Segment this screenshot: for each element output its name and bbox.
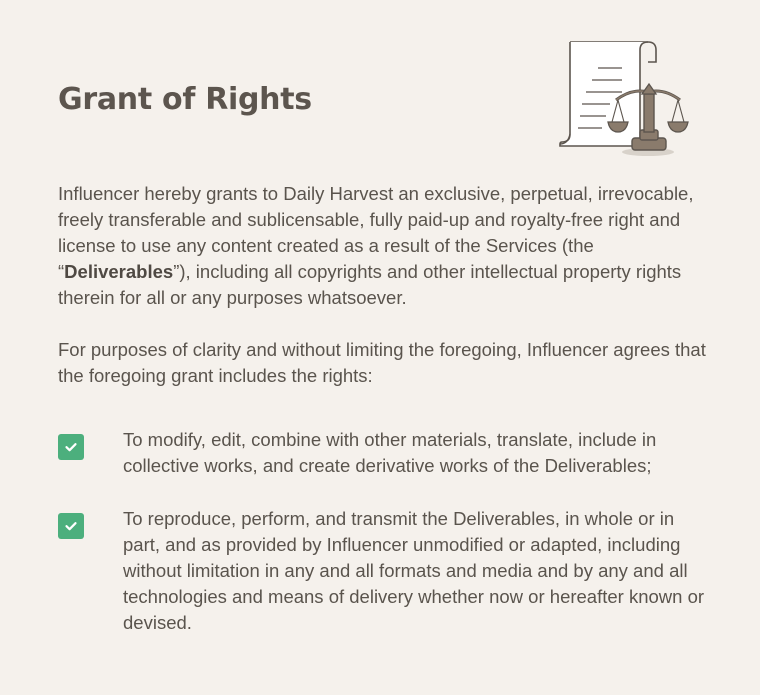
clarity-paragraph: For purposes of clarity and without limiting the foregoing, Influencer agrees that the foregoing grant includes the rights: bbox=[58, 339, 706, 386]
grant-paragraph bbox=[58, 181, 708, 311]
rights-list-text: To reproduce, perform, and transmit the Deliverables, in whole or in part, and as provided by Influencer unmodified or adapted, including without limitation in any and all formats and media and by any and all technologies and means of delivery whether now or hereafter known or devised. bbox=[123, 508, 705, 633]
checkbox-checked-icon bbox=[58, 513, 84, 539]
rights-list-text: To modify, edit, combine with other materials, translate, include in collective works, and create derivative works of the Deliverables; bbox=[123, 429, 657, 476]
deliverables-term: Deliverables bbox=[64, 261, 174, 282]
contract-scales-icon bbox=[556, 38, 696, 162]
grant-text-start: Influencer hereby grants to Daily Harvest an exclusive, perpetual, irrevocable, freely transferable and sublicensable, fully paid-up and royalty-free right and license to use any content created as a result of the Services (the “ bbox=[58, 183, 694, 282]
page-title: Grant of Rights bbox=[58, 82, 312, 117]
checkbox-checked-icon bbox=[58, 434, 84, 460]
grant-text-end: ”), including all copyrights and other intellectual property rights therein for all or any purposes whatsoever. bbox=[58, 261, 682, 308]
